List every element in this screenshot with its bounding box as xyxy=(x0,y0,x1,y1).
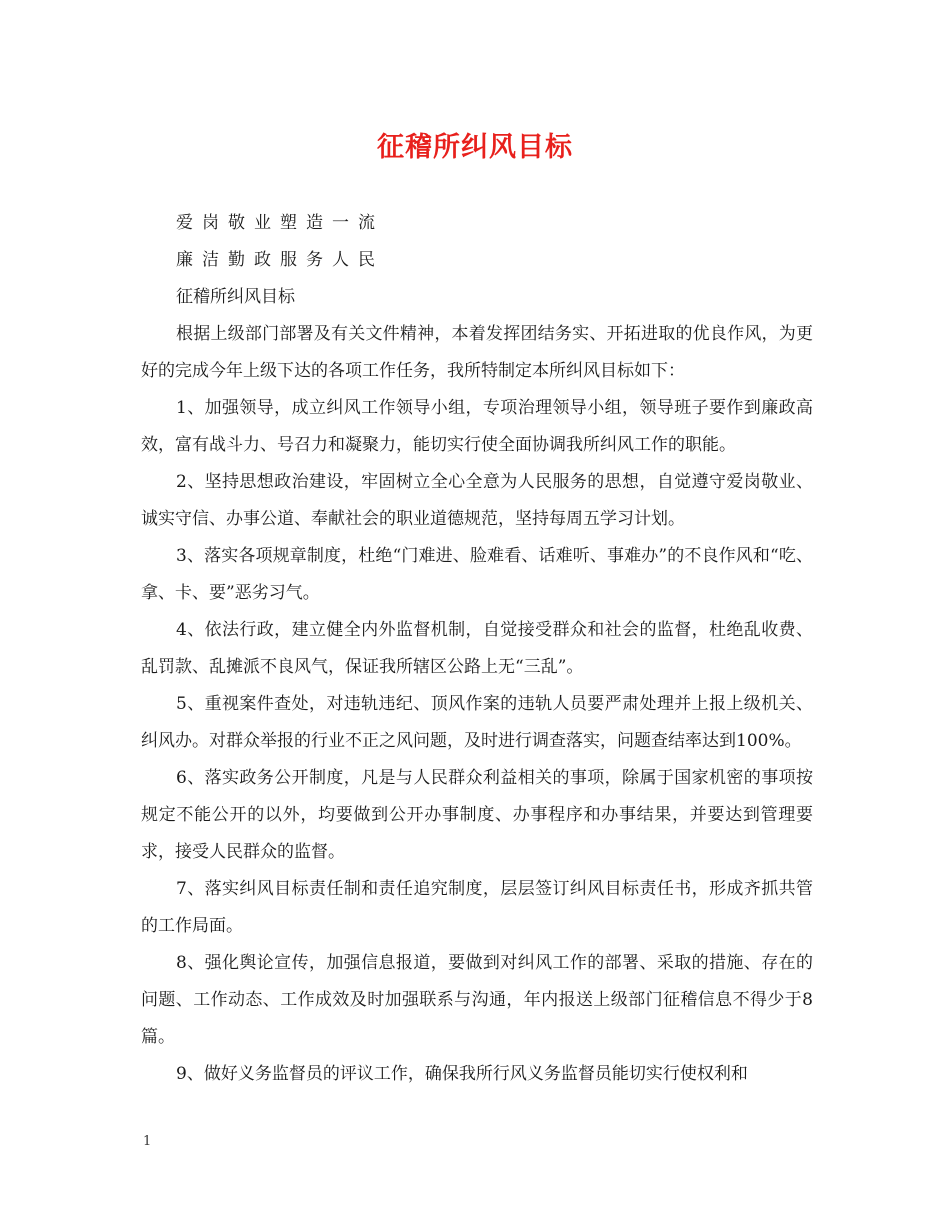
paragraph-item-9: 9、做好义务监督员的评议工作，确保我所行风义务监督员能切实行使权利和 xyxy=(176,1064,748,1084)
slogan-line-2: 廉洁勤政服务人民 xyxy=(176,250,384,270)
paragraph-item-5: 5、重视案件查处，对违轨违纪、顶风作案的违轨人员要严肃处理并上报上级机关、纠风办。对群众举报的行业不正之风问题，及时进行调查落实，问题查结率达到100%。 xyxy=(141,694,813,751)
document-subtitle: 征稽所纠风目标 xyxy=(176,287,295,307)
paragraph-item-4: 4、依法行政，建立健全内外监督机制，自觉接受群众和社会的监督，杜绝乱收费、乱罚款、乱摊派不良风气，保证我所辖区公路上无“三乱”。 xyxy=(141,620,813,677)
paragraph-item-1: 1、加强领导，成立纠风工作领导小组，专项治理领导小组，领导班子要作到廉政高效，富有战斗力、号召力和凝聚力，能切实行使全面协调我所纠风工作的职能。 xyxy=(141,398,813,455)
document-title: 征稽所纠风目标 xyxy=(377,132,573,163)
slogan-line-1: 爱岗敬业塑造一流 xyxy=(176,213,384,233)
page-number: 1 xyxy=(143,1134,152,1149)
paragraph-item-7: 7、落实纠风目标责任制和责任追究制度，层层签订纠风目标责任书，形成齐抓共管的工作局面。 xyxy=(141,879,813,936)
paragraph-item-8: 8、强化舆论宣传，加强信息报道，要做到对纠风工作的部署、采取的措施、存在的问题、工作动态、工作成效及时加强联系与沟通，年内报送上级部门征稽信息不得少于8篇。 xyxy=(141,953,813,1047)
paragraph-item-2: 2、坚持思想政治建设，牢固树立全心全意为人民服务的思想，自觉遵守爱岗敬业、诚实守信、办事公道、奉献社会的职业道德规范，坚持每周五学习计划。 xyxy=(141,472,813,529)
paragraph-item-6: 6、落实政务公开制度，凡是与人民群众利益相关的事项，除属于国家机密的事项按规定不能公开的以外，均要做到公开办事制度、办事程序和办事结果，并要达到管理要求，接受人民群众的监督。 xyxy=(141,768,813,862)
document-body xyxy=(141,205,813,1093)
paragraph-intro: 根据上级部门部署及有关文件精神，本着发挥团结务实、开拓进取的优良作风，为更好的完成今年上级下达的各项工作任务，我所特制定本所纠风目标如下： xyxy=(141,324,813,381)
paragraph-item-3: 3、落实各项规章制度，杜绝“门难进、脸难看、话难听、事难办”的不良作风和“吃、拿、卡、要”恶劣习气。 xyxy=(141,546,813,603)
